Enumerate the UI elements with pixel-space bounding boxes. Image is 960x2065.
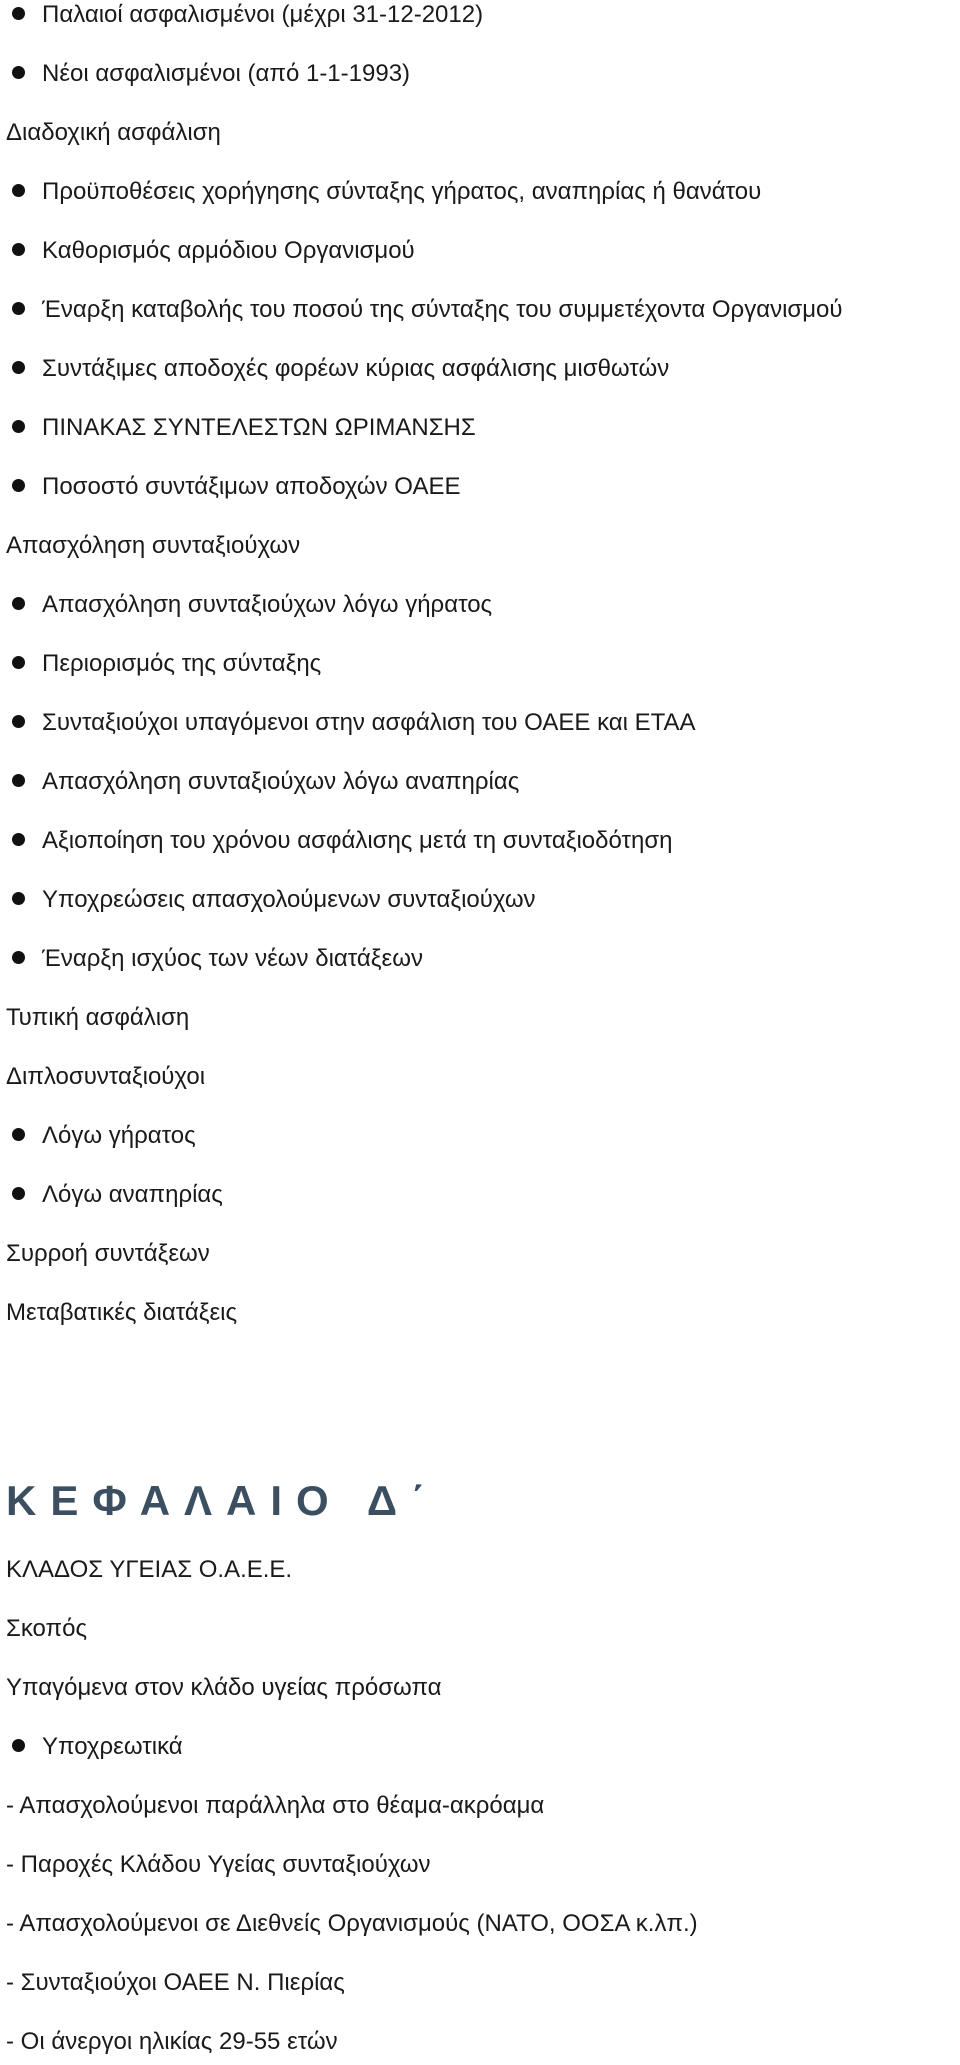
- bullet-icon: [12, 892, 25, 905]
- bullet-icon: [12, 656, 25, 669]
- bullet-icon: [12, 184, 25, 197]
- toc-entry: [12, 1180, 223, 1210]
- toc-entry-label: Καθορισμός αρμόδιου Οργανισμού: [42, 237, 415, 264]
- toc-entry: [12, 590, 492, 620]
- toc-entry-label: ΠΙΝΑΚΑΣ ΣΥΝΤΕΛΕΣΤΩΝ ΩΡΙΜΑΝΣΗΣ: [42, 414, 476, 441]
- bullet-icon: [12, 1128, 25, 1141]
- toc-entry-label: Λόγω αναπηρίας: [42, 1181, 223, 1208]
- toc-entry-label: Συνταξιούχοι υπαγόμενοι στην ασφάλιση του ΟΑΕΕ και ΕΤΑΑ: [42, 709, 696, 736]
- toc-entry-label: Διαδοχική ασφάλιση: [6, 119, 221, 146]
- toc-entry: [12, 944, 423, 974]
- toc-entry-label: Συρροή συντάξεων: [6, 1240, 210, 1267]
- toc-entry-label: Προϋποθέσεις χορήγησης σύνταξης γήρατος, αναπηρίας ή θανάτου: [42, 178, 762, 205]
- toc-entry: [12, 708, 696, 738]
- toc-entry: [12, 1732, 183, 1762]
- toc-entry-label: Έναρξη ισχύος των νέων διατάξεων: [42, 945, 423, 972]
- toc-entry: [6, 1003, 189, 1033]
- toc-entry: [12, 0, 483, 30]
- toc-entry: [6, 531, 300, 561]
- toc-entry: [12, 472, 461, 502]
- toc-entry-label: Σκοπός: [6, 1615, 88, 1642]
- chapter-heading: ΚΕΦΑΛΑΙΟ Δ΄: [6, 1477, 439, 1524]
- bullet-icon: [12, 597, 25, 610]
- bullet-icon: [12, 1187, 25, 1200]
- toc-entry: [6, 1968, 345, 1998]
- toc-entry-label: - Συνταξιούχοι ΟΑΕΕ Ν. Πιερίας: [6, 1969, 345, 1996]
- toc-entry-label: Νέοι ασφαλισμένοι (από 1-1-1993): [42, 60, 411, 87]
- toc-entry-label: Έναρξη καταβολής του ποσού της σύνταξης του συμμετέχοντα Οργανισμού: [42, 296, 843, 323]
- toc-entry: [12, 177, 761, 207]
- toc-entry-label: Διπλοσυνταξιούχοι: [6, 1063, 206, 1090]
- toc-entry-label: - Οι άνεργοι ηλικίας 29-55 ετών: [6, 2028, 338, 2055]
- toc-entry: [12, 354, 669, 384]
- toc-entry-label: Απασχόληση συνταξιούχων λόγω γήρατος: [42, 591, 493, 618]
- toc-entry-label: Λόγω γήρατος: [42, 1122, 196, 1149]
- toc-entry-label: ΚΛΑΔΟΣ ΥΓΕΙΑΣ Ο.Α.Ε.Ε.: [6, 1556, 293, 1583]
- bullet-icon: [12, 243, 25, 256]
- toc-entry: [12, 236, 415, 266]
- bullet-icon: [12, 361, 25, 374]
- toc-entry-label: Υποχρεώσεις απασχολούμενων συνταξιούχων: [42, 886, 536, 913]
- toc-entry: [12, 885, 536, 915]
- toc-entry-label: Αξιοποίηση του χρόνου ασφάλισης μετά τη συνταξιοδότηση: [42, 827, 673, 854]
- toc-entry-label: Απασχόληση συνταξιούχων: [6, 532, 301, 559]
- toc-entry: [6, 1614, 87, 1644]
- toc-entry: [6, 1850, 431, 1880]
- bullet-icon: [12, 479, 25, 492]
- toc-entry: [12, 1121, 196, 1151]
- toc-entry: [12, 295, 843, 325]
- toc-entry: [6, 1673, 442, 1703]
- bullet-icon: [12, 715, 25, 728]
- toc-entry-label: - Απασχολούμενοι σε Διεθνείς Οργανισμούς (ΝΑΤΟ, ΟΟΣΑ κ.λπ.): [6, 1910, 698, 1937]
- toc-entry: [12, 649, 321, 679]
- toc-entry: [6, 1298, 237, 1328]
- bullet-icon: [12, 7, 25, 20]
- toc-entry: [6, 118, 221, 148]
- toc-entry: [6, 1239, 210, 1269]
- toc-entry: [6, 1555, 292, 1585]
- bullet-icon: [12, 833, 25, 846]
- bullet-icon: [12, 951, 25, 964]
- toc-entry-label: Παλαιοί ασφαλισμένοι (μέχρι 31-12-2012): [42, 1, 484, 28]
- toc-entry: [12, 59, 410, 89]
- toc-entry: [6, 1062, 205, 1092]
- bullet-icon: [12, 774, 25, 787]
- toc-entry-label: Συντάξιμες αποδοχές φορέων κύριας ασφάλισης μισθωτών: [42, 355, 670, 382]
- toc-entry-label: Μεταβατικές διατάξεις: [6, 1299, 238, 1326]
- toc-entry: [12, 767, 519, 797]
- toc-entry: [6, 1909, 698, 1939]
- toc-entry: [12, 413, 476, 443]
- bullet-icon: [12, 1739, 25, 1752]
- toc-entry-label: Τυπική ασφάλιση: [6, 1004, 190, 1031]
- toc-entry-label: Περιορισμός της σύνταξης: [42, 650, 322, 677]
- toc-entry-label: - Παροχές Κλάδου Υγείας συνταξιούχων: [6, 1851, 431, 1878]
- toc-entry-label: - Απασχολούμενοι παράλληλα στο θέαμα-ακρόαμα: [6, 1792, 545, 1819]
- toc-entry-label: Ποσοστό συντάξιμων αποδοχών ΟΑΕΕ: [42, 473, 461, 500]
- bullet-icon: [12, 420, 25, 433]
- toc-entry: [12, 826, 672, 856]
- toc-entry-label: Υποχρεωτικά: [42, 1733, 183, 1760]
- toc-entry-label: Απασχόληση συνταξιούχων λόγω αναπηρίας: [42, 768, 520, 795]
- bullet-icon: [12, 66, 25, 79]
- toc-entry: [6, 1791, 544, 1821]
- toc-entry-label: Υπαγόμενα στον κλάδο υγείας πρόσωπα: [6, 1674, 442, 1701]
- bullet-icon: [12, 302, 25, 315]
- toc-entry: [6, 2027, 338, 2057]
